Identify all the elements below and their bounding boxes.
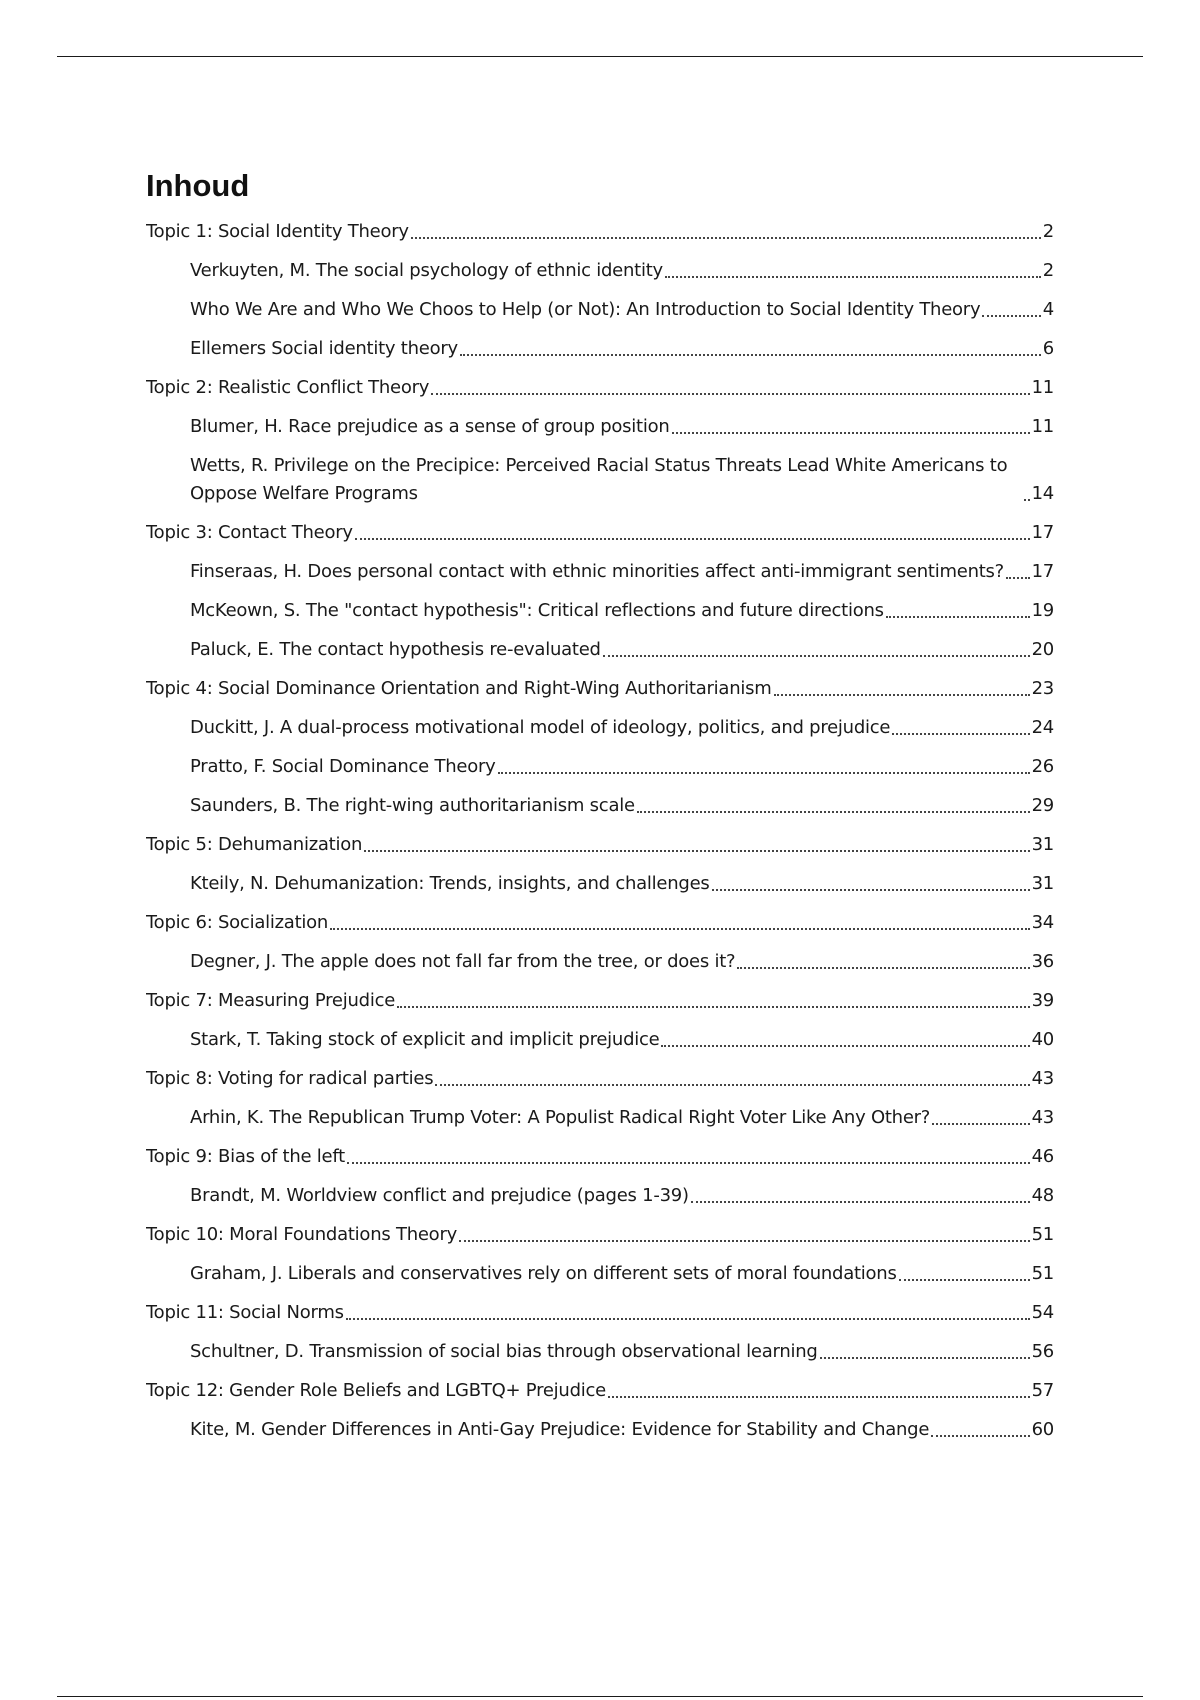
toc-entry-title: McKeown, S. The "contact hypothesis": Critical reflections and future directions — [190, 600, 884, 621]
toc-page-number: 11 — [1031, 377, 1054, 398]
toc-page-number: 24 — [1031, 717, 1054, 738]
toc-page-number: 2 — [1042, 260, 1054, 281]
toc-entry-title: Pratto, F. Social Dominance Theory — [190, 756, 496, 777]
toc-topic-entry[interactable] — [146, 1221, 1054, 1249]
toc-entry-title: Degner, J. The apple does not fall far from the tree, or does it? — [190, 951, 736, 972]
toc-page-number: 51 — [1031, 1263, 1054, 1284]
toc-dot-leader — [982, 315, 1040, 317]
toc-reading-entry[interactable] — [146, 753, 1054, 781]
toc-reading-entry[interactable] — [146, 558, 1054, 586]
toc-dot-leader — [712, 889, 1030, 891]
toc-entry-title: Saunders, B. The right-wing authoritarianism scale — [190, 795, 635, 816]
toc-entry-title: Who We Are and Who We Choos to Help (or Not): An Introduction to Social Identity Theory — [190, 299, 981, 320]
toc-topic-entry[interactable] — [146, 374, 1054, 402]
toc-dot-leader — [892, 733, 1029, 735]
toc-topic-entry[interactable] — [146, 218, 1054, 246]
toc-dot-leader — [459, 1240, 1030, 1242]
toc-list — [146, 218, 1054, 1444]
toc-reading-entry[interactable] — [146, 1338, 1054, 1366]
toc-reading-entry[interactable] — [146, 296, 1054, 324]
toc-page-number: 39 — [1031, 990, 1054, 1011]
toc-dot-leader — [737, 967, 1029, 969]
toc-entry-title: Topic 2: Realistic Conflict Theory — [146, 377, 430, 398]
toc-entry-title: Stark, T. Taking stock of explicit and implicit prejudice — [190, 1029, 660, 1050]
toc-dot-leader — [397, 1006, 1030, 1008]
toc-dot-leader — [346, 1318, 1030, 1320]
toc-dot-leader — [774, 694, 1030, 696]
toc-reading-entry[interactable] — [146, 257, 1054, 285]
toc-entry-title: Arhin, K. The Republican Trump Voter: A Populist Radical Right Voter Like Any Other? — [190, 1107, 931, 1128]
toc-dot-leader — [355, 538, 1030, 540]
toc-dot-leader — [899, 1279, 1030, 1281]
toc-dot-leader — [661, 1045, 1029, 1047]
toc-reading-entry[interactable] — [146, 792, 1054, 820]
toc-topic-entry[interactable] — [146, 1065, 1054, 1093]
toc-reading-entry[interactable] — [146, 714, 1054, 742]
toc-topic-entry[interactable] — [146, 1299, 1054, 1327]
toc-reading-entry[interactable] — [146, 452, 1054, 508]
toc-entry-title: Blumer, H. Race prejudice as a sense of group position — [190, 416, 670, 437]
toc-entry-title: Wetts, R. Privilege on the Precipice: Perceived Racial Status Threats Lead White Americans to Oppose Welfare Programs — [190, 455, 1008, 504]
toc-topic-entry[interactable] — [146, 1377, 1054, 1405]
toc-entry-title: Ellemers Social identity theory — [190, 338, 458, 359]
toc-dot-leader — [820, 1357, 1030, 1359]
toc-topic-entry[interactable] — [146, 987, 1054, 1015]
toc-dot-leader — [1024, 499, 1030, 501]
toc-page-number: 14 — [1031, 483, 1054, 504]
toc-dot-leader — [886, 616, 1030, 618]
toc-reading-entry[interactable] — [146, 948, 1054, 976]
toc-topic-entry[interactable] — [146, 831, 1054, 859]
toc-entry-title: Verkuyten, M. The social psychology of ethnic identity — [190, 260, 663, 281]
toc-page-number: 46 — [1031, 1146, 1054, 1167]
toc-reading-entry[interactable] — [146, 1026, 1054, 1054]
toc-page-number: 6 — [1042, 338, 1054, 359]
toc-page-number: 4 — [1042, 299, 1054, 320]
toc-page-number: 20 — [1031, 639, 1054, 660]
toc-page-number: 11 — [1031, 416, 1054, 437]
toc-entry-title: Topic 8: Voting for radical parties — [146, 1068, 434, 1089]
footer-rule — [57, 1696, 1143, 1697]
toc-dot-leader — [364, 850, 1029, 852]
toc-reading-entry[interactable] — [146, 597, 1054, 625]
toc-page-number: 48 — [1031, 1185, 1054, 1206]
table-of-contents — [146, 168, 1054, 1455]
toc-page-number: 31 — [1031, 834, 1054, 855]
toc-dot-leader — [431, 393, 1029, 395]
toc-topic-entry[interactable] — [146, 909, 1054, 937]
toc-entry-title: Topic 7: Measuring Prejudice — [146, 990, 396, 1011]
toc-reading-entry[interactable] — [146, 1416, 1054, 1444]
toc-page-number: 36 — [1031, 951, 1054, 972]
toc-entry-title: Topic 11: Social Norms — [146, 1302, 344, 1323]
toc-entry-title: Topic 3: Contact Theory — [146, 522, 353, 543]
toc-page-number: 26 — [1031, 756, 1054, 777]
toc-page-number: 51 — [1031, 1224, 1054, 1245]
toc-dot-leader — [1006, 577, 1030, 579]
toc-entry-title: Duckitt, J. A dual-process motivational model of ideology, politics, and prejudice — [190, 717, 891, 738]
toc-dot-leader — [435, 1084, 1029, 1086]
toc-dot-leader — [498, 772, 1030, 774]
toc-dot-leader — [932, 1123, 1029, 1125]
toc-dot-leader — [330, 928, 1030, 930]
toc-topic-entry[interactable] — [146, 519, 1054, 547]
toc-dot-leader — [672, 432, 1030, 434]
toc-page-number: 17 — [1031, 561, 1054, 582]
toc-page-number: 43 — [1031, 1068, 1054, 1089]
toc-entry-title: Topic 9: Bias of the left — [146, 1146, 345, 1167]
toc-topic-entry[interactable] — [146, 1143, 1054, 1171]
toc-heading: Inhoud — [146, 168, 250, 203]
toc-page-number: 54 — [1031, 1302, 1054, 1323]
toc-reading-entry[interactable] — [146, 1104, 1054, 1132]
toc-dot-leader — [931, 1435, 1029, 1437]
toc-entry-title: Topic 12: Gender Role Beliefs and LGBTQ+ Prejudice — [146, 1380, 606, 1401]
header-rule — [57, 56, 1143, 57]
toc-page-number: 23 — [1031, 678, 1054, 699]
toc-entry-title: Kteily, N. Dehumanization: Trends, insights, and challenges — [190, 873, 710, 894]
toc-entry-title: Brandt, M. Worldview conflict and prejudice (pages 1-39) — [190, 1185, 689, 1206]
toc-dot-leader — [665, 276, 1041, 278]
toc-dot-leader — [347, 1162, 1030, 1164]
toc-page-number: 31 — [1031, 873, 1054, 894]
toc-entry-title: Finseraas, H. Does personal contact with ethnic minorities affect anti-immigrant sentiments? — [190, 561, 1004, 582]
toc-reading-entry[interactable] — [146, 413, 1054, 441]
toc-reading-entry[interactable] — [146, 1260, 1054, 1288]
toc-dot-leader — [637, 811, 1030, 813]
toc-dot-leader — [691, 1201, 1030, 1203]
toc-page-number: 60 — [1031, 1419, 1054, 1440]
toc-page-number: 56 — [1031, 1341, 1054, 1362]
toc-entry-title: Graham, J. Liberals and conservatives rely on different sets of moral foundations — [190, 1263, 897, 1284]
toc-dot-leader — [411, 237, 1041, 239]
toc-page-number: 17 — [1031, 522, 1054, 543]
toc-dot-leader — [608, 1396, 1030, 1398]
toc-page-number: 40 — [1031, 1029, 1054, 1050]
toc-entry-title: Kite, M. Gender Differences in Anti-Gay Prejudice: Evidence for Stability and Change — [190, 1419, 930, 1440]
toc-entry-title: Topic 4: Social Dominance Orientation and Right-Wing Authoritarianism — [146, 678, 772, 699]
toc-page-number: 2 — [1042, 221, 1054, 242]
toc-page-number: 43 — [1031, 1107, 1054, 1128]
toc-page-number: 34 — [1031, 912, 1054, 933]
toc-dot-leader — [603, 655, 1030, 657]
toc-reading-entry[interactable] — [146, 870, 1054, 898]
toc-page-number: 29 — [1031, 795, 1054, 816]
toc-entry-title: Paluck, E. The contact hypothesis re-evaluated — [190, 639, 601, 660]
toc-entry-title: Topic 5: Dehumanization — [146, 834, 363, 855]
toc-dot-leader — [460, 354, 1041, 356]
toc-reading-entry[interactable] — [146, 335, 1054, 363]
toc-reading-entry[interactable] — [146, 1182, 1054, 1210]
toc-entry-title: Topic 1: Social Identity Theory — [146, 221, 409, 242]
toc-entry-title: Topic 6: Socialization — [146, 912, 329, 933]
toc-page-number: 57 — [1031, 1380, 1054, 1401]
toc-entry-title: Schultner, D. Transmission of social bias through observational learning — [190, 1341, 818, 1362]
toc-page-number: 19 — [1031, 600, 1054, 621]
toc-topic-entry[interactable] — [146, 675, 1054, 703]
toc-reading-entry[interactable] — [146, 636, 1054, 664]
toc-entry-title: Topic 10: Moral Foundations Theory — [146, 1224, 457, 1245]
